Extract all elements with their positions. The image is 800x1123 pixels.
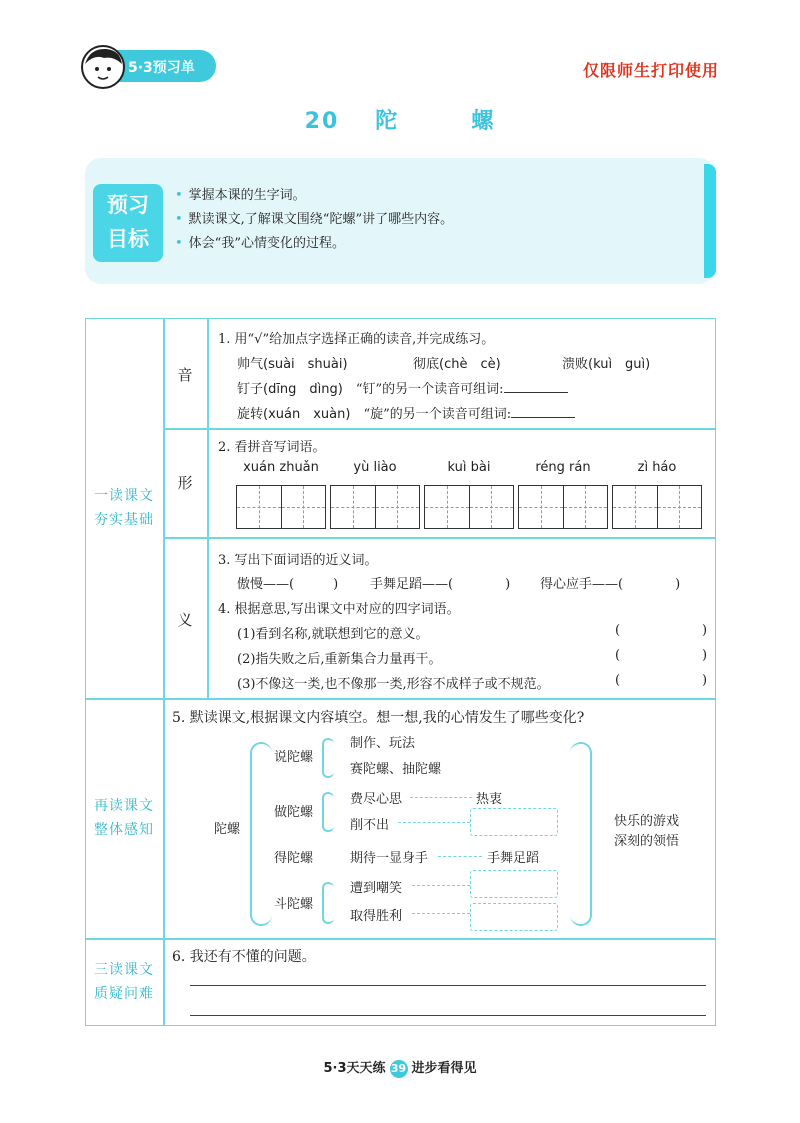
connector-line bbox=[398, 822, 470, 823]
writing-grid[interactable] bbox=[236, 485, 326, 529]
goal-item: • 掌握本课的生字词。 bbox=[175, 188, 306, 203]
answer-paren: ) bbox=[702, 648, 708, 663]
sub-label-meaning: 义 bbox=[177, 611, 193, 629]
lesson-title bbox=[0, 104, 800, 135]
pinyin-label: zì háo bbox=[637, 460, 677, 475]
goals-tag-line1: 预习 bbox=[107, 193, 149, 217]
q1-word: 溃败(kuì guì) bbox=[562, 357, 651, 372]
connector-line bbox=[438, 856, 482, 857]
answer-blank[interactable] bbox=[504, 380, 568, 393]
definition-item: (3)不像这一类,也不像那一类,形容不成样子或不规范。 bbox=[237, 677, 550, 692]
print-notice: 仅限师生打印使用 bbox=[583, 61, 720, 80]
synonym-item: 傲慢——( ) bbox=[237, 577, 339, 592]
writing-grid[interactable] bbox=[424, 485, 514, 529]
lesson-number: 20 bbox=[304, 109, 340, 134]
page-footer bbox=[0, 1057, 800, 1078]
left-brace bbox=[250, 742, 272, 926]
lesson-char-1: 陀 bbox=[375, 109, 400, 134]
answer-line[interactable] bbox=[190, 1015, 706, 1016]
sub-brace bbox=[322, 792, 334, 832]
q3-title: 3. 写出下面词语的近义词。 bbox=[218, 553, 378, 568]
synonym-item: 手舞足蹈——( ) bbox=[370, 577, 511, 592]
mindmap-root: 陀螺 bbox=[214, 822, 241, 837]
q1-word: 旋转(xuán xuàn) “旋”的另一个读音可组词: bbox=[237, 403, 575, 422]
page-number: 39 bbox=[390, 1060, 408, 1078]
branch-item: 遭到嘲笑 bbox=[350, 881, 403, 896]
goals-list bbox=[175, 184, 453, 256]
mood-word: 热衷 bbox=[476, 792, 503, 807]
answer-paren[interactable]: ( bbox=[615, 673, 621, 688]
q4-title: 4. 根据意思,写出课文中对应的四字词语。 bbox=[218, 602, 460, 617]
answer-paren: ) bbox=[702, 623, 708, 638]
answer-paren[interactable]: ( bbox=[615, 648, 621, 663]
table-divider bbox=[85, 938, 716, 940]
goal-item: • 默读课文,了解课文围绕“陀螺”讲了哪些内容。 bbox=[175, 212, 454, 227]
q6-title: 6. 我还有不懂的问题。 bbox=[172, 949, 316, 965]
branch-name: 得陀螺 bbox=[274, 851, 314, 866]
pinyin-label: réng rán bbox=[535, 460, 591, 475]
branch-item: 取得胜利 bbox=[350, 909, 403, 924]
answer-paren: ) bbox=[702, 673, 708, 688]
q5-title: 5. 默读课文,根据课文内容填空。想一想,我的心情发生了哪些变化? bbox=[172, 710, 585, 726]
branch-name: 做陀螺 bbox=[274, 805, 314, 820]
q1-title: 1. 用“√”给加点字选择正确的读音,并完成练习。 bbox=[218, 332, 495, 347]
q1-word: 帅气(suài shuài) bbox=[237, 357, 348, 372]
table-divider bbox=[163, 318, 165, 1026]
branch-item: 削不出 bbox=[350, 818, 390, 833]
answer-blank[interactable] bbox=[511, 405, 575, 418]
mood-answer-box[interactable] bbox=[470, 870, 558, 898]
table-divider bbox=[85, 698, 716, 700]
synonym-item: 得心应手——( ) bbox=[540, 577, 681, 592]
definition-item: (1)看到名称,就联想到它的意义。 bbox=[237, 627, 429, 642]
q1-word: 彻底(chè cè) bbox=[413, 357, 501, 372]
goals-tag bbox=[93, 184, 163, 262]
table-divider bbox=[163, 537, 716, 539]
conclusion: 快乐的游戏 深刻的领悟 bbox=[614, 814, 680, 849]
sub-brace bbox=[322, 738, 334, 778]
student-mascot-icon bbox=[80, 44, 126, 90]
table-divider bbox=[207, 318, 209, 698]
goal-item: • 体会“我”心情变化的过程。 bbox=[175, 236, 345, 251]
branch-item: 期待一显身手 bbox=[350, 851, 429, 866]
sub-brace bbox=[322, 882, 334, 924]
pinyin-label: kuì bài bbox=[447, 460, 491, 475]
table-divider bbox=[163, 428, 716, 430]
goals-accent-bar bbox=[704, 164, 716, 278]
sub-label-sound: 音 bbox=[177, 366, 193, 384]
answer-paren[interactable]: ( bbox=[615, 623, 621, 638]
writing-grid[interactable] bbox=[330, 485, 420, 529]
q2-title: 2. 看拼音写词语。 bbox=[218, 440, 326, 455]
pinyin-label: yù liào bbox=[353, 460, 397, 475]
branch-name: 说陀螺 bbox=[274, 750, 314, 765]
connector-line bbox=[412, 885, 470, 886]
mood-answer-box[interactable] bbox=[470, 903, 558, 931]
branch-name: 斗陀螺 bbox=[274, 897, 314, 912]
answer-line[interactable] bbox=[190, 985, 706, 986]
goals-tag-line2: 目标 bbox=[107, 227, 149, 251]
branch-item: 费尽心思 bbox=[350, 792, 403, 807]
section-label-1: 一读课文 夯实基础 bbox=[94, 488, 154, 528]
q1-word: 钉子(dīng dìng) “钉”的另一个读音可组词: bbox=[237, 378, 568, 397]
connector-line bbox=[412, 913, 470, 914]
right-brace bbox=[570, 742, 592, 926]
mood-word: 手舞足蹈 bbox=[487, 851, 540, 866]
mood-answer-box[interactable] bbox=[470, 808, 558, 836]
lesson-char-2: 螺 bbox=[471, 109, 496, 134]
sub-label-shape: 形 bbox=[177, 474, 193, 492]
writing-grid[interactable] bbox=[518, 485, 608, 529]
badge-label: 5·3预习单 bbox=[128, 60, 195, 76]
pinyin-label: xuán zhuǎn bbox=[243, 460, 319, 475]
connector-line bbox=[410, 797, 472, 798]
branch-item: 赛陀螺、抽陀螺 bbox=[350, 762, 442, 777]
definition-item: (2)指失败之后,重新集合力量再干。 bbox=[237, 652, 442, 667]
writing-grid[interactable] bbox=[612, 485, 702, 529]
branch-item: 制作、玩法 bbox=[350, 736, 416, 751]
section-label-2: 再读课文 整体感知 bbox=[94, 798, 154, 838]
section-label-3: 三读课文 质疑问难 bbox=[94, 962, 154, 1002]
footer-left: 5·3天天练 bbox=[323, 1061, 386, 1076]
footer-right: 进步看得见 bbox=[411, 1061, 477, 1076]
